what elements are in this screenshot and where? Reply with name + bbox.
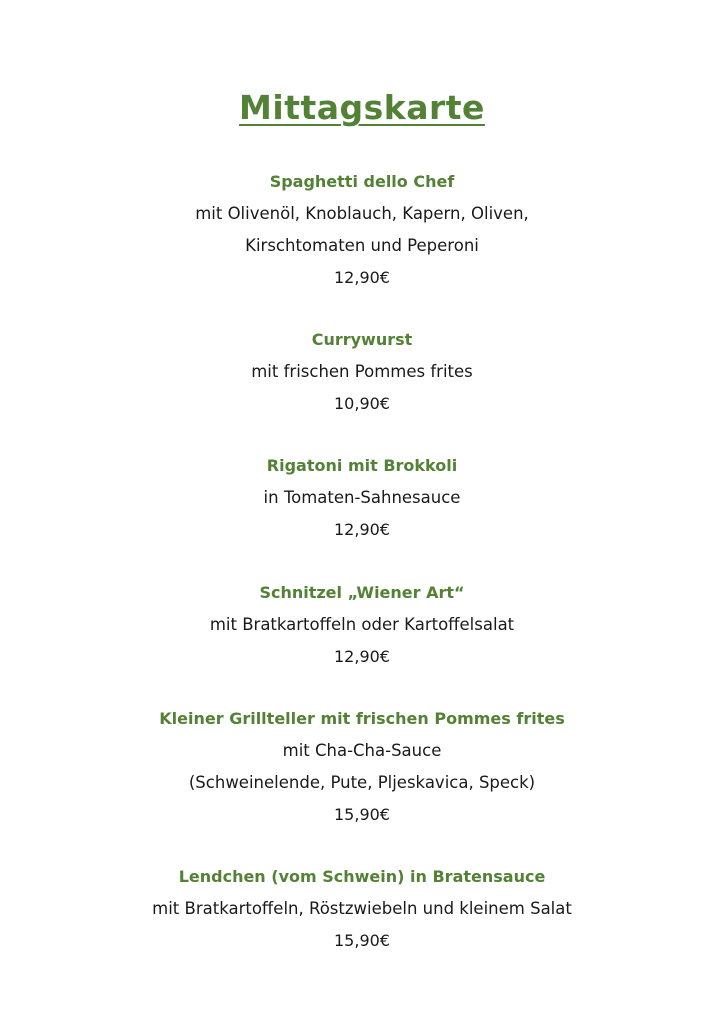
- dish-price: 15,90€: [334, 931, 390, 950]
- menu-item-rigatoni: [0, 450, 724, 546]
- dish-description: in Tomaten-Sahnesauce: [263, 488, 461, 507]
- dish-price: 12,90€: [334, 268, 390, 287]
- dish-price: 15,90€: [334, 805, 390, 824]
- dish-description: mit Bratkartoffeln oder Kartoffelsalat: [209, 615, 515, 634]
- dish-price: 12,90€: [334, 647, 390, 666]
- dish-name: Kleiner Grillteller mit frischen Pommes frites: [159, 709, 565, 728]
- dish-price: 10,90€: [334, 394, 390, 413]
- menu-item-currywurst: [0, 324, 724, 420]
- dish-name: Lendchen (vom Schwein) in Bratensauce: [178, 867, 546, 886]
- dish-name: Currywurst: [311, 330, 413, 349]
- menu-item-grillteller: [0, 703, 724, 831]
- dish-name: Schnitzel „Wiener Art“: [259, 583, 465, 602]
- dish-description: mit Olivenöl, Knoblauch, Kapern, Oliven,: [195, 204, 529, 223]
- dish-description: Kirschtomaten und Peperoni: [245, 236, 479, 255]
- dish-price: 12,90€: [334, 520, 390, 539]
- dish-description: mit frischen Pommes frites: [251, 362, 473, 381]
- dish-description: mit Bratkartoffeln, Röstzwiebeln und kleinem Salat: [152, 899, 572, 918]
- dish-description: mit Cha-Cha-Sauce: [282, 741, 442, 760]
- menu-item-lendchen: [0, 861, 724, 957]
- dish-description: (Schweinelende, Pute, Pljeskavica, Speck): [188, 773, 536, 792]
- dish-name: Spaghetti dello Chef: [269, 172, 455, 191]
- menu-item-schnitzel: [0, 577, 724, 673]
- dish-name: Rigatoni mit Brokkoli: [266, 456, 458, 475]
- menu-item-spaghetti: [0, 166, 724, 294]
- page-title: Mittagskarte: [239, 88, 485, 127]
